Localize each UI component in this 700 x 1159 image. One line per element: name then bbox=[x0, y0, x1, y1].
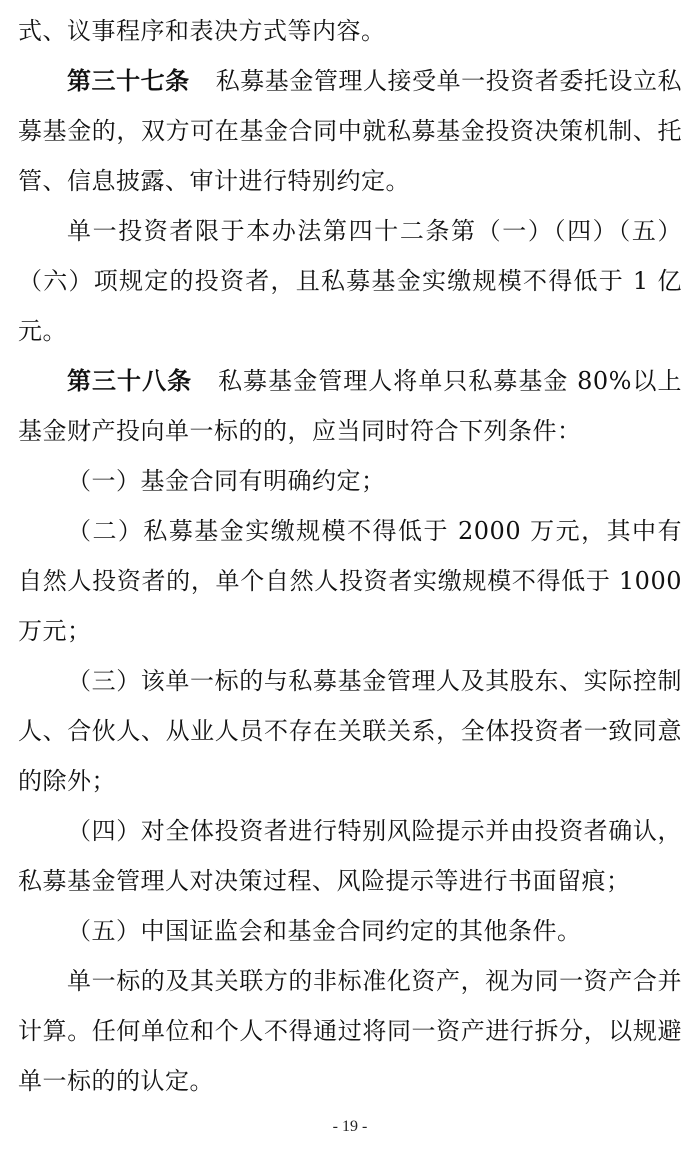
paragraph-text: （四）对全体投资者进行特别风险提示并由投资者确认，私募基金管理人对决策过程、风险提示等进行书面留痕； bbox=[18, 817, 682, 895]
condition-item-1 bbox=[18, 456, 682, 506]
paragraph-merge-rule bbox=[18, 956, 682, 1106]
condition-item-3 bbox=[18, 656, 682, 806]
article-heading: 第三十八条 bbox=[67, 367, 193, 395]
condition-item-4 bbox=[18, 806, 682, 906]
paragraph-text: 私募基金管理人将单只私募基金 80%以上基金财产投向单一标的的，应当同时符合下列条件： bbox=[18, 367, 682, 445]
paragraph-text: 私募基金管理人接受单一投资者委托设立私募基金的，双方可在基金合同中就私募基金投资决策机制、托管、信息披露、审计进行特别约定。 bbox=[18, 67, 682, 195]
condition-item-5 bbox=[18, 906, 682, 956]
paragraph-text: （一）基金合同有明确约定； bbox=[67, 467, 386, 495]
paragraph-text: 单一投资者限于本办法第四十二条第（一）（四）（五）（六）项规定的投资者，且私募基金实缴规模不得低于 1 亿元。 bbox=[18, 217, 682, 345]
document-body bbox=[18, 6, 682, 1106]
paragraph-text: 单一标的及其关联方的非标准化资产，视为同一资产合并计算。任何单位和个人不得通过将同一资产进行拆分，以规避单一标的的认定。 bbox=[18, 967, 682, 1095]
article-heading: 第三十七条 bbox=[67, 67, 190, 95]
paragraph-text: （三）该单一标的与私募基金管理人及其股东、实际控制人、合伙人、从业人员不存在关联关系，全体投资者一致同意的除外； bbox=[18, 667, 682, 795]
paragraph-single-investor bbox=[18, 206, 682, 356]
paragraph-text: 式、议事程序和表决方式等内容。 bbox=[18, 17, 386, 45]
paragraph-text: （五）中国证监会和基金合同约定的其他条件。 bbox=[67, 917, 582, 945]
paragraph-text: （二）私募基金实缴规模不得低于 2000 万元，其中有自然人投资者的，单个自然人投资者实缴规模不得低于 1000 万元； bbox=[18, 517, 682, 645]
paragraph-continuation bbox=[18, 6, 682, 56]
condition-item-2 bbox=[18, 506, 682, 656]
article-38 bbox=[18, 356, 682, 456]
article-37 bbox=[18, 56, 682, 206]
page-number: - 19 - bbox=[332, 1118, 368, 1135]
